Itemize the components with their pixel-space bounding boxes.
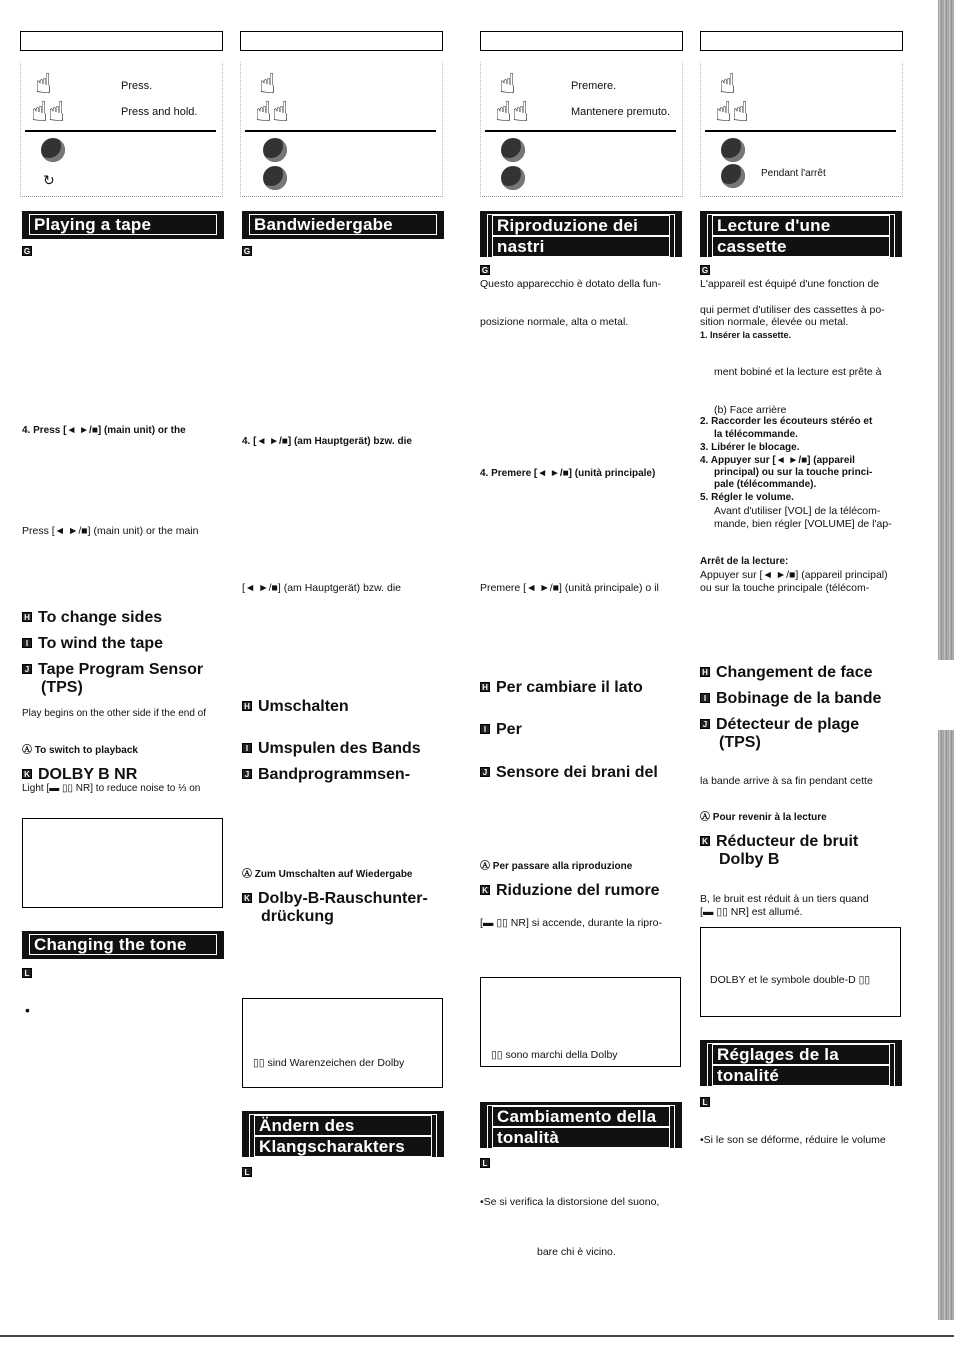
header-box-de — [240, 31, 443, 51]
banner-riproduzione: Riproduzione dei nastri — [480, 211, 682, 257]
heading-dolby-cont: drückung — [261, 908, 334, 925]
heading-dolby: K Dolby-B-Rauschunter- — [242, 890, 428, 908]
icon-panel-fr — [700, 62, 903, 197]
arret-line2: ou sur la touche principale (télécom- — [700, 582, 870, 594]
heading-detecteur-abbr: (TPS) — [719, 734, 761, 751]
hand-press-icon: ☝ — [499, 67, 517, 100]
marker-l: L — [22, 968, 32, 978]
avant-line2: mande, bien régler [VOLUME] de l'ap- — [714, 518, 892, 530]
zum-umschalten-note: Ⓐ Zum Umschalten auf Wiedergabe — [242, 869, 413, 880]
press-text: Premere [◄ ►/■] (unità principale) o il — [480, 582, 659, 594]
press-label: Press. — [121, 80, 153, 92]
hand-press-icon: ☝ — [719, 67, 737, 100]
marker-g: G — [701, 266, 709, 275]
marker-g: G — [481, 266, 489, 275]
marker-l: L — [700, 1097, 710, 1107]
intro-line1: Questo apparecchio è dotato della fun- — [480, 278, 661, 290]
hand-press-hold-icon: ☝☝ — [495, 95, 530, 128]
step-5: 5. Régler le volume. — [700, 492, 794, 503]
press-hold-label: Mantenere premuto. — [571, 106, 671, 118]
disc-button-icon — [721, 164, 745, 188]
marker-g: G — [23, 247, 31, 256]
bullet: • — [25, 1002, 30, 1018]
disc-button-icon — [263, 138, 287, 162]
marker-l: L — [242, 1167, 252, 1177]
heading-tps: J Tape Program Sensor — [22, 661, 203, 679]
marker-l: L — [480, 1158, 490, 1168]
step-2-cont: la télécommande. — [714, 429, 798, 440]
icon-panel-de — [240, 62, 443, 197]
heading-sensore: J Sensore dei brani del — [480, 764, 658, 782]
play-begins-text: Play begins on the other side if the end of — [22, 708, 207, 719]
icon-panel-en — [20, 62, 223, 197]
heading-changement-face: H Changement de face — [700, 664, 872, 682]
heading-wind-tape: I To wind the tape — [22, 635, 163, 653]
press-text: [◄ ►/■] (am Hauptgerät) bzw. die — [242, 582, 402, 594]
banner-cambiamento: Cambiamento della tonalità — [480, 1102, 682, 1148]
disc-button-icon — [263, 166, 287, 190]
intro-line1: L'appareil est équipé d'une fonction de — [700, 278, 880, 290]
scan-edge-strip — [938, 0, 954, 660]
hand-press-hold-icon: ☝☝ — [255, 95, 290, 128]
scan-edge-strip — [938, 730, 954, 1320]
hand-press-hold-icon: ☝☝ — [715, 95, 750, 128]
bobine-text: ment bobiné et la lecture est prête à — [714, 366, 882, 378]
vicino-text: bare chi è vicino. — [537, 1246, 616, 1258]
step-4: 4. Appuyer sur [◄ ►/■] (appareil — [700, 455, 855, 466]
hand-press-icon: ☝ — [35, 67, 53, 100]
tiers-text: B, le bruit est réduit à un tiers quand — [700, 893, 869, 905]
header-box-fr — [700, 31, 903, 51]
distorsione-text: •Se si verifica la distorsione del suono, — [480, 1196, 660, 1208]
header-box-en — [20, 31, 223, 51]
note-box-en — [22, 818, 223, 908]
heading-reducteur: K Réducteur de bruit — [700, 833, 858, 851]
disc-button-icon — [721, 138, 745, 162]
trademark-text: ▯▯ sind Warenzeichen der Dolby — [253, 1057, 405, 1069]
step-4-cont2: pale (télécommande). — [714, 479, 817, 490]
heading-umschalten: H Umschalten — [242, 698, 349, 716]
heading-bandprogramm: J Bandprogrammsen- — [242, 766, 410, 784]
heading-rumore: K Riduzione del rumore — [480, 882, 660, 900]
step-4: 4. Press [◄ ►/■] (main unit) or the — [22, 425, 186, 436]
note-box-fr — [700, 927, 901, 1017]
switch-playback-note: Ⓐ To switch to playback — [22, 745, 138, 756]
heading-change-sides: H To change sides — [22, 609, 162, 627]
divider — [245, 130, 436, 132]
intro-line2: qui permet d'utiliser des cassettes à po- — [700, 304, 885, 316]
arret-heading: Arrêt de la lecture: — [700, 556, 789, 567]
bottom-rule — [0, 1335, 954, 1337]
heading-detecteur: J Détecteur de plage — [700, 716, 859, 734]
banner-andern: Ändern des Klangscharakters — [242, 1111, 444, 1157]
note-box-de — [242, 998, 443, 1088]
heading-tps-abbr: (TPS) — [41, 679, 83, 696]
dolby-light-text: Light [▬ ▯▯ NR] to reduce noise to ⅓ on — [22, 783, 201, 794]
passare-note: Ⓐ Per passare alla riproduzione — [480, 861, 633, 872]
disc-button-icon — [41, 138, 65, 162]
heading-cambiare-lato: H Per cambiare il lato — [480, 679, 643, 697]
header-box-it — [480, 31, 683, 51]
marker-g: G — [243, 247, 251, 256]
step-1: 1. Insérer la cassette. — [700, 330, 792, 340]
icon-panel-it — [480, 62, 683, 197]
stopped-label: Pendant l'arrêt — [761, 168, 826, 179]
banner-lecture: Lecture d'une cassette — [700, 211, 902, 257]
deforme-text: •Si le son se déforme, réduire le volume — [700, 1134, 886, 1146]
revenir-note: Ⓐ Pour revenir à la lecture — [700, 812, 827, 823]
step-4: 4. Premere [◄ ►/■] (unità principale) — [480, 468, 656, 479]
trademark-text: ▯▯ sono marchi della Dolby — [491, 1049, 618, 1061]
avant-line1: Avant d'utiliser [VOL] de la télécom- — [714, 505, 881, 517]
heading-dolby: K DOLBY B NR — [22, 766, 137, 784]
step-4-cont: principal) ou sur la touche princi- — [714, 467, 873, 478]
heading-reducteur-cont: Dolby B — [719, 851, 780, 868]
banner-reglages: Réglages de la tonalité — [700, 1040, 902, 1086]
dolby-symbole-text: DOLBY et le symbole double-D ▯▯ — [710, 974, 871, 986]
divider — [705, 130, 896, 132]
allume-text: [▬ ▯▯ NR] est allumé. — [700, 906, 803, 918]
press-text: Press [◄ ►/■] (main unit) or the main — [22, 525, 199, 537]
banner-bandwiedergabe: Bandwiedergabe — [242, 211, 444, 239]
bande-fin-text: la bande arrive à sa fin pendant cette — [700, 775, 873, 787]
arret-line1: Appuyer sur [◄ ►/■] (appareil principal) — [700, 569, 888, 581]
banner-changing-tone: Changing the tone — [22, 931, 224, 959]
step-2: 2. Raccorder les écouteurs stéréo et — [700, 416, 873, 427]
heading-bobinage: I Bobinage de la bande — [700, 690, 881, 708]
disc-button-icon — [501, 166, 525, 190]
press-hold-label: Press and hold. — [121, 106, 198, 118]
intro-line2: posizione normale, alta o metal. — [480, 316, 629, 328]
intro-line3: sition normale, élevée ou metal. — [700, 316, 849, 328]
press-label: Premere. — [571, 80, 617, 92]
heading-umspulen: I Umspulen des Bands — [242, 740, 421, 758]
divider — [25, 130, 216, 132]
rewind-arrow-icon: ↻ — [43, 172, 55, 188]
divider — [485, 130, 676, 132]
banner-playing-tape: Playing a tape — [22, 211, 224, 239]
step-4: 4. [◄ ►/■] (am Hauptgerät) bzw. die — [242, 436, 412, 447]
hand-press-hold-icon: ☝☝ — [31, 95, 66, 128]
face-arriere: (b) Face arrière — [714, 404, 787, 416]
disc-button-icon — [501, 138, 525, 162]
heading-per: I Per — [480, 721, 522, 739]
nr-text: [▬ ▯▯ NR] si accende, durante la ripro- — [480, 917, 662, 929]
hand-press-icon: ☝ — [259, 67, 277, 100]
note-box-it — [480, 977, 681, 1067]
step-3: 3. Libérer le blocage. — [700, 442, 800, 453]
